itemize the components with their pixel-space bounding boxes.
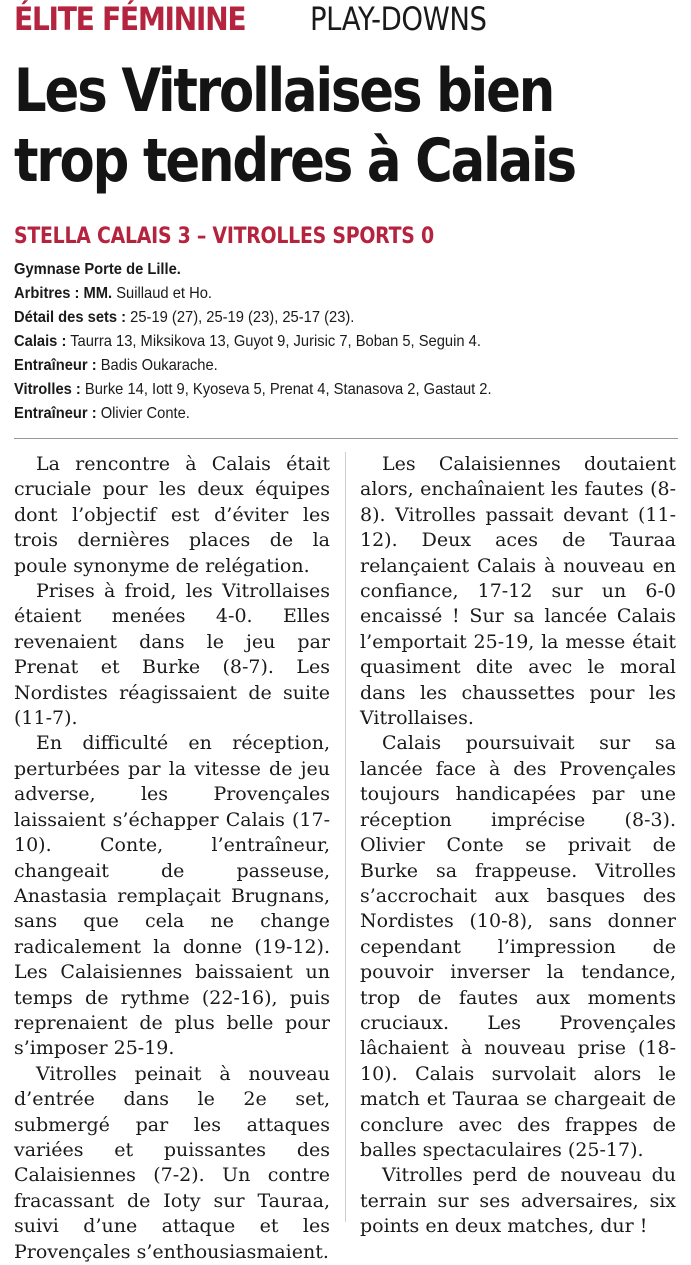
article-paragraph: En difficulté en réception, perturbées par la vitesse de jeu adverse, les Provençales laissaient s’échapper Calais (17-10). Conte, l’entraîneur, changeait de passeuse, Anastasia remplaçait Brugnans, sans que cela ne change radicalement la donne (19-12). Les Calaisiennes baissaient un temps de rythme (22-16), puis reprenaient de plus belle pour s’imposer 25-19.	[14, 732, 330, 1060]
article-paragraph: Les Calaisiennes doutaient alors, enchaînaient les fautes (8-8). Vitrolles passait devant (11-12). Deux aces de Tauraa relançaient Calais à nouveau en confiance, 17-12 sur un 6-0 encaissé ! Sur sa lancée Calais l’emportait 25-19, la messe était quasiment dite avec le moral dans les chaussettes pour les Vitrollaises.	[360, 453, 676, 730]
vitrolles-lineup-line	[14, 378, 630, 402]
sets-line	[14, 306, 630, 330]
score-line: STELLA CALAIS 3 – VITROLLES SPORTS 0	[14, 224, 434, 249]
referees-line	[14, 282, 630, 306]
article-paragraph: Prises à froid, les Vitrollaises étaient menées 4-0. Elles revenaient dans le jeu par Prenat et Burke (8-7). Les Nordistes réagissaient de suite (11-7).	[14, 580, 330, 730]
referees-value: Suillaud et Ho.	[116, 285, 212, 302]
vitrolles-coach: Olivier Conte.	[100, 405, 190, 422]
article-paragraph: Vitrolles perd de nouveau du terrain sur ses adversaires, six points en deux matches, dur !	[360, 1164, 676, 1238]
kicker	[14, 0, 487, 40]
match-facts	[14, 258, 684, 426]
category-label: ÉLITE FÉMININE	[14, 0, 246, 38]
calais-coach: Badis Oukarache.	[100, 357, 218, 374]
article-column-2	[360, 452, 676, 1240]
calais-lineup: Taurra 13, Miksikova 13, Guyot 9, Jurisic 7, Boban 5, Seguin 4.	[70, 333, 481, 350]
calais-lineup-line	[14, 330, 630, 354]
calais-label: Calais :	[14, 333, 67, 350]
headline-line-1: Les Vitrollaises bien	[14, 56, 554, 126]
sets-value: 25-19 (27), 25-19 (23), 25-17 (23).	[130, 309, 355, 326]
calais-coach-label: Entraîneur :	[14, 357, 97, 374]
venue: Gymnase Porte de Lille.	[14, 261, 181, 278]
article-paragraph: Calais poursuivait sur sa lancée face à des Provençales toujours handicapées par une réception imprécise (8-3). Olivier Conte se privait de Burke sa frappeuse. Vitrolles s’accrochait aux basques des Nordistes (10-8), sans donner cependant l’impression de pouvoir inverser la tendance, trop de fautes aux moments cruciaux. Les Provençales lâchaient à nouveau prise (18-10). Calais survolait alors le match et Tauraa se chargeait de conclure avec des frappes de balles spectaculaires (25-17).	[360, 732, 676, 1161]
headline-line-2: trop tendres à Calais	[14, 126, 575, 196]
vitrolles-coach-line	[14, 402, 630, 426]
referees-label: Arbitres : MM.	[14, 285, 113, 302]
venue-line	[14, 258, 630, 282]
vitrolles-lineup: Burke 14, Iott 9, Kyoseva 5, Prenat 4, Stanasova 2, Gastaut 2.	[84, 381, 492, 398]
article-column-1	[14, 452, 330, 1265]
headline	[14, 56, 691, 196]
vitrolles-label: Vitrolles :	[14, 381, 81, 398]
section-label: PLAY-DOWNS	[310, 0, 487, 38]
column-separator	[345, 452, 346, 1222]
article-paragraph: La rencontre à Calais était cruciale pour les deux équipes dont l’objectif est d’éviter les trois dernières places de la poule synonyme de relégation.	[14, 453, 330, 577]
divider	[14, 438, 678, 439]
calais-coach-line	[14, 354, 630, 378]
sets-label: Détail des sets :	[14, 309, 127, 326]
article-paragraph: Vitrolles peinait à nouveau d’entrée dans le 2e set, submergé par les attaques variées et puissantes des Calaisiennes (7-2). Un contre fracassant de Ioty sur Tauraa, suivi d’une attaque et les Provençales s’enthousiasmaient.	[14, 1062, 330, 1263]
vitrolles-coach-label: Entraîneur :	[14, 405, 97, 422]
